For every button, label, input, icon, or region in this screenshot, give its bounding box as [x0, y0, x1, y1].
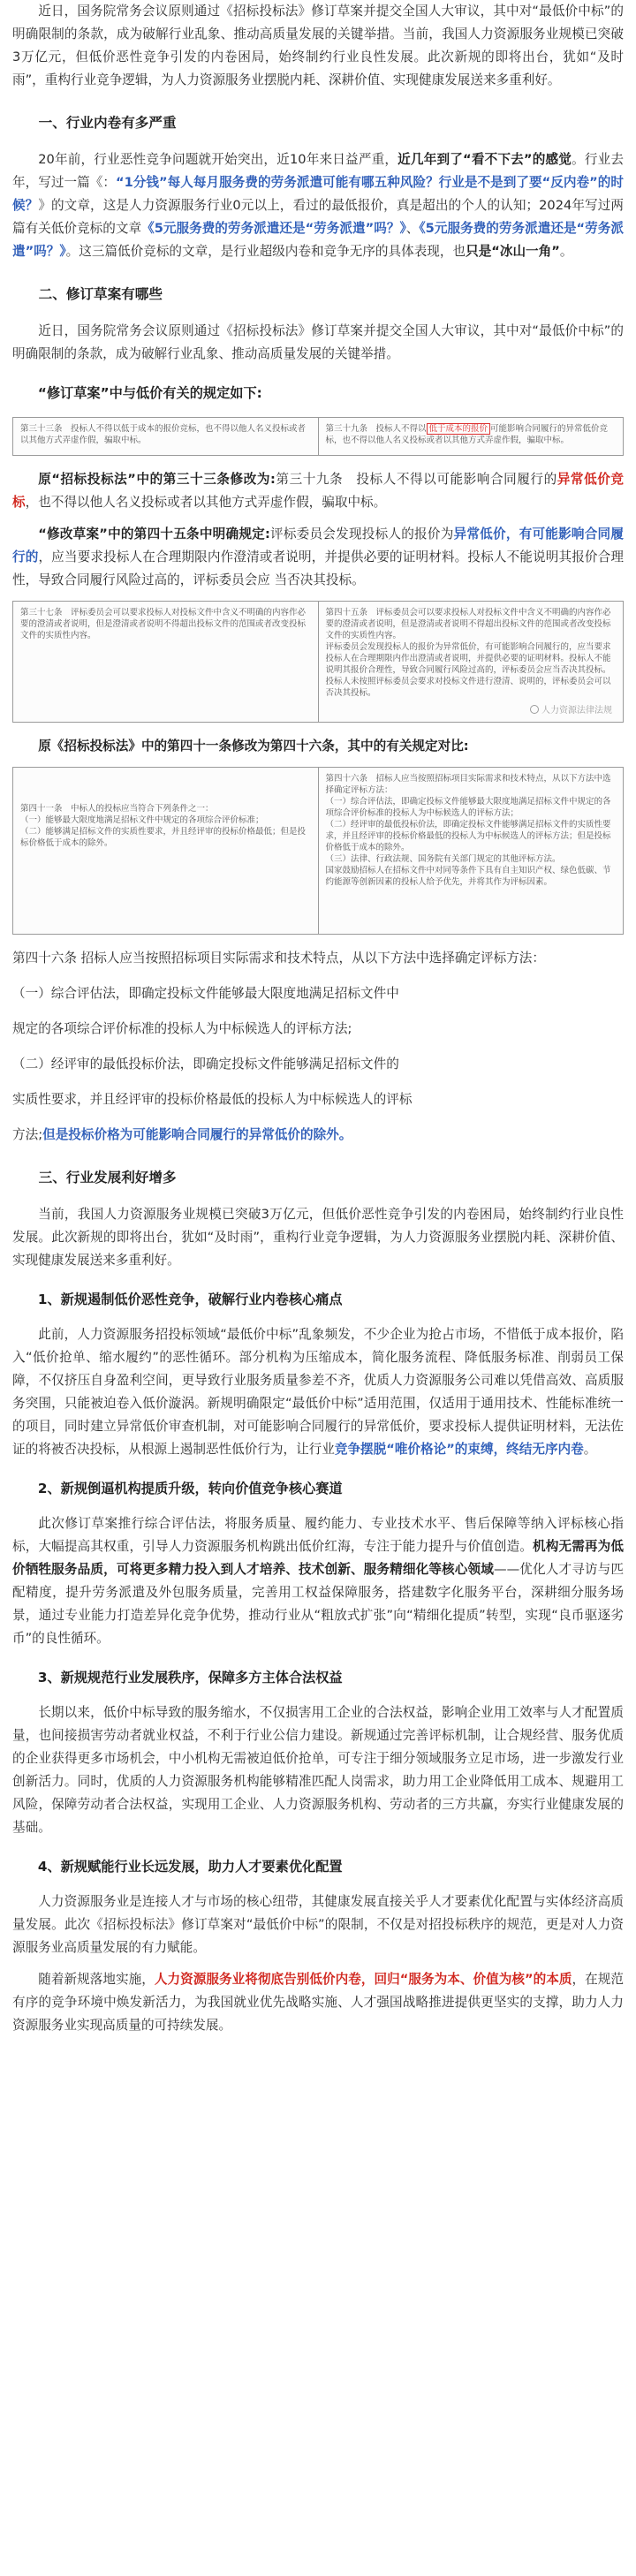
- blue-phrase: 但是投标价格为可能影响合同履行的异常低价的除外。: [42, 1127, 352, 1142]
- text-run: 随着新规落地实施，: [38, 1972, 155, 1987]
- clause: （二）经评审的最低投标价法，即确定投标文件能够满足招标文件的实质性要求，并且经评审的投标价格最低的投标人为中标候选人的评标方法；但是投标价格低于成本的除外。: [325, 820, 611, 852]
- law-comparison-image-3: [12, 767, 624, 935]
- text-run: ，在规范有序的竞争环境中焕发新活力，为我国就业优先战略实施、人才强国战略推进提供更坚实的支撑，助力人力资源服务业实现高质量的可持续发展。: [12, 1972, 624, 2033]
- text-run: 此次修订草案推行综合评估法，将服务质量、履约能力、专业技术水平、售后保障等纳入评标核心指标，大幅提高其权重，引导人力资源服务机构跳出低价红海，专注于能力提升与价值创造。: [12, 1516, 624, 1554]
- red-phrase: 人力资源服务业将彻底告别低价内卷，回归“服务为本、价值为核”的本质: [154, 1972, 572, 1987]
- subsection-1-paragraph: [12, 1323, 624, 1461]
- bold-phrase: 机构无需再为低价牺牲服务品质，可将更多精力投入到人才培养、技术创新、服务精细化等核心领域: [12, 1539, 624, 1577]
- red-phrase: 异常低价竞标: [12, 472, 624, 510]
- article-45-change: [12, 523, 624, 592]
- section-3-paragraph: 当前，我国人力资源服务业规模已突破3万亿元，但低价恶性竞争引发的内卷困局，始终制约行业良性发展。此次新规的即将出台，犹如“及时雨”，重构行业竞争逻辑，为人力资源服务业摆脱内耗、深耕价值、实现健康发展送来多重利好。: [12, 1207, 624, 1268]
- article-link-3[interactable]: 《5元服务费的劳务派遣还是“劳务派遣”吗？》: [12, 221, 624, 259]
- text-run: 20年前，行业恶性竞争问题就开始突出，近10年来日益严重，: [38, 152, 398, 167]
- clause: 投标人未按照评标委员会要求对投标文件进行澄清、说明的，评标委员会可以否决其投标。: [325, 677, 611, 698]
- clause: 国家鼓励招标人在招标文件中对同等条件下具有自主知识产权、绿色低碳、节约能源等创新因素的投标人给予优先，并将其作为评标因素。: [325, 866, 611, 887]
- text-run: 第三十九条 投标人不得以可能影响合同履行的: [275, 472, 557, 487]
- draft-rules-heading: “修订草案”中与低价有关的规定如下:: [37, 385, 262, 401]
- text-run: 》的文章，这是人力资源服务行业0元以上，看过的最低报价，真是超出的个人的认知；2024年写过两篇有关低价竞标的文章: [12, 198, 624, 236]
- section-heading-2: 二、修订草案有哪些: [38, 286, 163, 302]
- article-link-1[interactable]: “1分钱”每人每月服务费的劳务派遣可能有哪五种风险？行业是不是到了要“反内卷”的时候？: [12, 175, 624, 213]
- section-heading-1: 一、行业内卷有多严重: [38, 115, 177, 131]
- article-33-change: [12, 468, 624, 514]
- text-run: 评标委员会发现投标人的报价为: [269, 527, 454, 542]
- text-run: 此前，人力资源服务招投标领域“最低价中标”乱象频发，不少企业为抢占市场，不惜低于成本报价，陷入“低价抢单、缩水履约”的恶性循环。部分机构为压缩成本，简化服务流程、降低服务标准、削弱员工保障，不仅挤压自身盈利空间，更导致行业服务质量参差不齐，优质人力资源服务公司难以凭借高效、高质服务突围，只能被迫卷入低价漩涡。新规明确限定“最低价中标”适用范围，仅适用于通用技术、性能标准统一的项目，同时建立异常低价审查机制，对可能影响合同履行的异常低价，要求投标人提供证明材料，无法佐证的将被否决投标，从根源上遏制恶性低价行为，让行业: [12, 1327, 624, 1457]
- subsection-3-paragraph: 长期以来，低价中标导致的服务缩水，不仅损害用工企业的合法权益，影响企业用工效率与人才配置质量，也间接损害劳动者就业权益，不利于行业公信力建设。新规通过完善评标机制，让合规经营、服务优质的企业获得更多市场机会，中小机构无需被迫低价抢单，可专注于细分领域服务立足市场，进一步激发行业创新活力。同时，优质的人力资源服务机构能够精准匹配人岗需求，助力用工企业降低用工成本、规避用工风险，保障劳动者合法权益，实现用工企业、人力资源服务机构、劳动者的三方共赢，夯实行业健康发展的基础。: [12, 1705, 624, 1835]
- watermark-text: 人力资源法律法规: [541, 706, 612, 716]
- clause: （三）法律、行政法规、国务院有关部门规定的其他评标方法。: [325, 854, 561, 864]
- wechat-icon: [530, 705, 539, 714]
- bold-lead: 原“招标投标法”中的第三十三条修改为:: [38, 472, 276, 487]
- intro-paragraph: 近日，国务院常务会议原则通过《招标投标法》修订草案并提交全国人大审议，其中对“最低价中标”的明确限制的条款，成为破解行业乱象、推动高质量发展的关键举措。当前，我国人力资源服务业规模已突破3万亿元，但低价恶性竞争引发的内卷困局，始终制约行业良性发展。此次新规的即将出台，犹如“及时雨”，重构行业竞争逻辑，为人力资源服务业摆脱内耗、深耕价值、实现健康发展送来多重利好。: [12, 4, 624, 87]
- text-run: 第三十九条 投标人不得以: [325, 424, 427, 434]
- law-text-line: 规定的各项综合评价标准的投标人为中标候选人的评标方法;: [12, 1021, 352, 1036]
- law-text-line: 第四十六条 招标人应当按照招标项目实际需求和技术特点，从以下方法中选择确定评标方法：: [12, 951, 545, 966]
- blue-phrase: 竞争摆脱“唯价格论”的束缚，终结无序内卷: [334, 1442, 584, 1457]
- article-41-change-heading: 原《招标投标法》中的第四十一条修改为第四十六条，其中的有关规定对比:: [38, 739, 469, 754]
- subsection-2-paragraph: [12, 1512, 624, 1650]
- old-article-column: 第三十七条 评标委员会可以要求投标人对投标文件中含义不明确的内容作必要的澄清或者说明，但是澄清或者说明不得超出投标文件的范围或者改变投标文件的实质性内容。: [13, 602, 319, 722]
- law-text-line: 实质性要求，并且经评审的投标价格最低的投标人为中标候选人的评标: [12, 1092, 413, 1107]
- clause: 评标委员会发现投标人的报价为异常低价，有可能影响合同履行的，应当要求投标人在合理期限内作出澄清或者说明，并提供必要的证明材料。投标人不能说明其报价合理性，导致合同履行风险过高的，评标委员会应当否决其投标。: [325, 642, 611, 675]
- clause: （一）能够最大限度地满足招标文件中规定的各项综合评价标准；: [20, 815, 264, 825]
- article-link-2[interactable]: 《5元服务费的劳务派遣还是“劳务派遣”吗？》: [141, 221, 406, 236]
- section-heading-3: 三、行业发展利好增多: [38, 1170, 177, 1186]
- closing-paragraph: [12, 1968, 624, 2037]
- law-comparison-image-1: [12, 417, 624, 456]
- old-article-column: [13, 768, 319, 934]
- law-text-line: （一）综合评估法，即确定投标文件能够最大限度地满足招标文件中: [12, 986, 399, 1001]
- subsection-heading-4: 4、新规赋能行业长远发展，助力人才要素优化配置: [37, 1859, 343, 1875]
- subsection-heading-3: 3、新规规范行业发展秩序，保障多方主体合法权益: [37, 1670, 343, 1686]
- new-article-column: [319, 418, 624, 455]
- new-article-column: [319, 768, 624, 934]
- struck-phrase: 低于成本的报价: [427, 423, 491, 435]
- bold-lead: “修改草案”中的第四十五条中明确规定:: [38, 527, 270, 542]
- subsection-4-paragraph: 人力资源服务业是连接人才与市场的核心纽带，其健康发展直接关乎人才要素优化配置与实体经济高质量发展。此次《招标投标法》修订草案对“最低价中标”的限制，不仅是对招投标秩序的规范，更是对人力资源服务业高质量发展的有力赋能。: [12, 1894, 624, 1955]
- text-run: 可能影响合同履行的异常低价竞标，也不得以他人名义投标或者以其他方式弄虚作假，骗取中标。: [325, 424, 609, 445]
- text-run: 。这三篇低价竞标的文章，是行业超级内卷和竞争无序的具体表现，也: [65, 244, 466, 259]
- clause: 第四十六条 招标人应当按照招标项目实际需求和技术特点，从以下方法中选择确定评标方法：: [325, 774, 611, 795]
- clause: 第四十五条 评标委员会可以要求投标人对投标文件中含义不明确的内容作必要的澄清或者说明，但是澄清或者说明不得超出投标文件的范围或者改变投标文件的实质性内容。: [325, 608, 611, 640]
- law-text-line: [12, 1124, 624, 1147]
- law-comparison-image-2: [12, 601, 624, 723]
- new-article-column: [319, 602, 624, 722]
- old-article-column: 第三十三条 投标人不得以低于成本的报价竞标，也不得以他人名义投标或者以其他方式弄虚作假，骗取中标。: [13, 418, 319, 455]
- watermark: [530, 705, 612, 716]
- clause: （一）综合评估法，即确定投标文件能够最大限度地满足招标文件中规定的各项综合评价标准的投标人为中标候选人的评标方法；: [325, 797, 611, 818]
- text-run: ——优化人才寻访与匹配精度，提升劳务派遣及外包服务质量，完善用工权益保障服务，搭建数字化服务平台，深耕细分服务场景，通过专业能力打造差异化竞争优势，推动行业从“粗放式扩张”向“精细化提质”转型，实现“良币驱逐劣币”的良性循环。: [12, 1562, 624, 1646]
- text-run: 方法;: [12, 1127, 43, 1142]
- bold-phrase: 近几年到了“看不下去”的感觉: [398, 152, 572, 167]
- clause: （二）能够满足招标文件的实质性要求，并且经评审的投标价格最低；但是投标价格低于成本的除外。: [20, 827, 307, 848]
- text-run: 。行业去年，写过一篇《：: [12, 152, 624, 190]
- clause: 第四十一条 中标人的投标应当符合下列条件之一：: [20, 804, 214, 814]
- subsection-heading-2: 2、新规倒逼机构提质升级，转向价值竞争核心赛道: [37, 1481, 343, 1496]
- law-text-line: （二）经评审的最低投标价法，即确定投标文件能够满足招标文件的: [12, 1057, 399, 1072]
- text-run: ，应当要求投标人在合理期限内作澄清或者说明，并提供必要的证明材料。投标人不能说明其报价合理性，导致合同履行风险过高的，评标委员会应 当否决其投标。: [12, 549, 624, 587]
- section-2-paragraph: 近日，国务院常务会议原则通过《招标投标法》修订草案并提交全国人大审议，其中对“最低价中标”的明确限制的条款，成为破解行业乱象、推动高质量发展的关键举措。: [12, 323, 624, 361]
- text-run: 。: [559, 244, 573, 259]
- text-run: 。: [583, 1442, 597, 1457]
- section-1-paragraph: [12, 148, 624, 263]
- subsection-heading-1: 1、新规遏制低价恶性竞争，破解行业内卷核心痛点: [37, 1292, 343, 1307]
- text-run: 、: [405, 221, 420, 236]
- blue-phrase: 异常低价，有可能影响合同履行的: [12, 527, 624, 564]
- text-run: ，也不得以他人名义投标或者以其他方式弄虚作假，骗取中标。: [25, 495, 387, 510]
- bold-phrase: 只是“冰山一角”: [466, 244, 560, 259]
